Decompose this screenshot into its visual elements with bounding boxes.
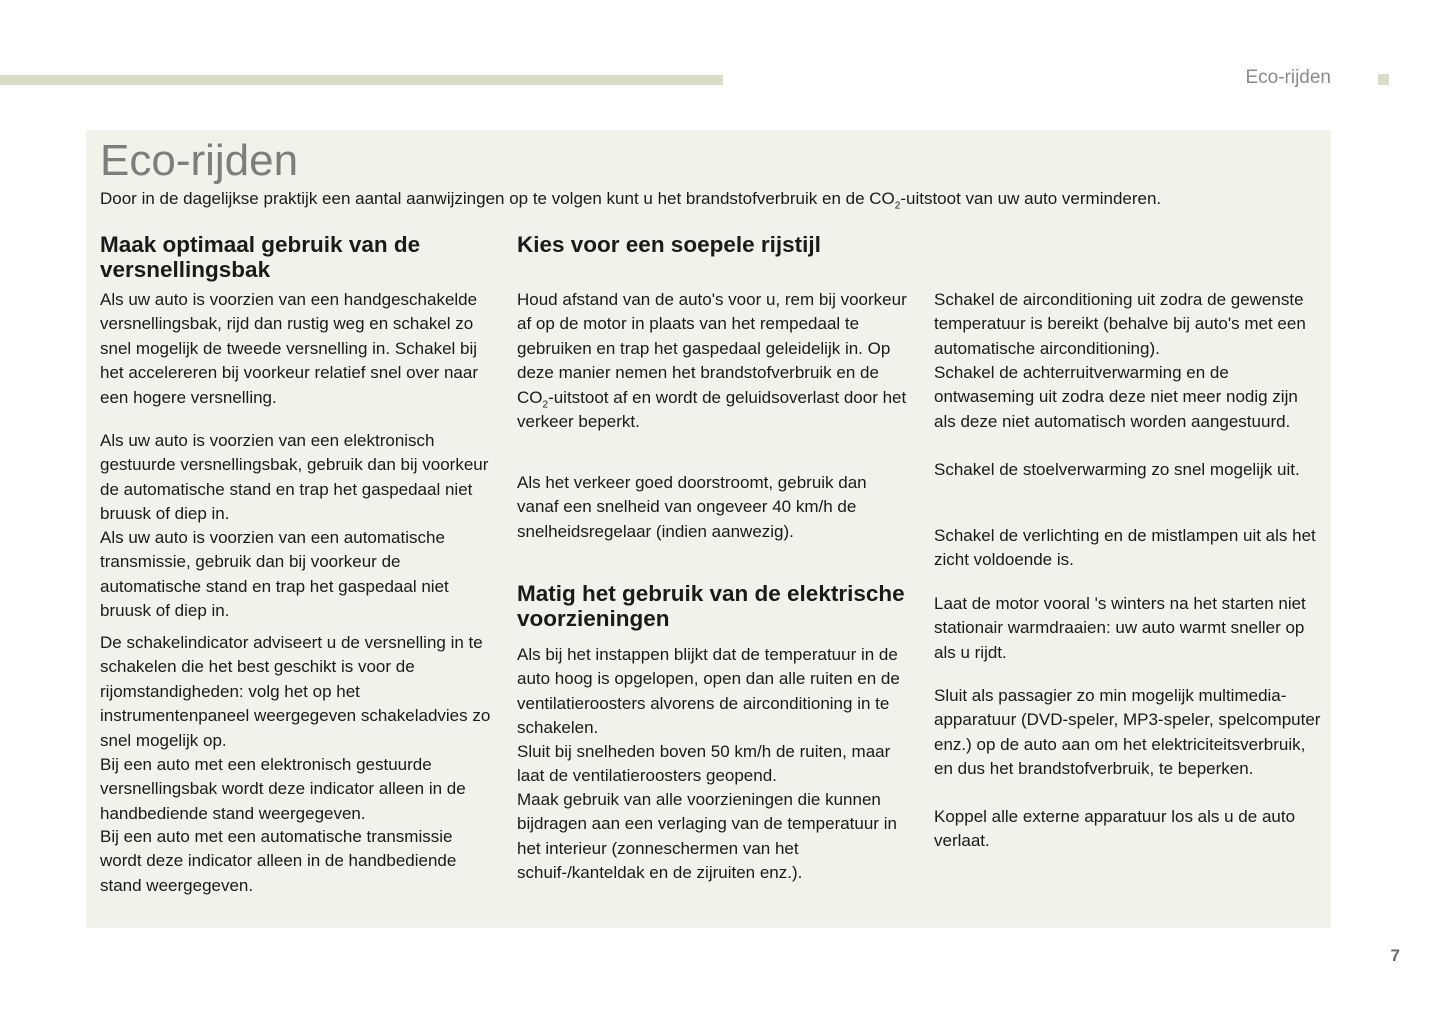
paragraph-sunshades: Maak gebruik van alle voorzieningen die kunnen bijdragen aan een verlaging van de temperatuur in het interieur (zonneschermen van het schuif-/kanteldak en de zijruiten enz.). <box>517 790 897 883</box>
page-number: 7 <box>1390 946 1400 965</box>
paragraph-cruise-control: Als het verkeer goed doorstroomt, gebruik dan vanaf een snelheid van ongeveer 40 km/h de snelheidsregelaar (indien aanwezig). <box>517 473 867 541</box>
paragraph-seat-heating: Schakel de stoelverwarming zo snel mogelijk uit. <box>934 460 1300 479</box>
paragraph-electronic-gearbox: Als uw auto is voorzien van een elektronisch gestuurde versnellingsbak, gebruik dan bij voorkeur de automatische stand en trap het gaspedaal niet bruusk of diep in. <box>100 431 489 524</box>
paragraph-distance-braking: Houd afstand van de auto's voor u, rem bij voorkeur af op de motor in plaats van het rempedaal te gebruiken en trap het gaspedaal geleidelijk in. Op deze manier nemen het brandstofverbruik en de $CO_2$-uitstoot af en wordt de geluidsoverlast door het verkeer beperkt. <box>517 290 907 432</box>
paragraph-warm-up: Laat de motor vooral 's winters na het starten niet stationair warmdraaien: uw auto warmt sneller op als u rijdt. <box>934 594 1306 662</box>
paragraph-shift-indicator: De schakelindicator adviseert u de versnelling in te schakelen die het best geschikt is voor de rijomstandigheden: volg het op het instrumentenpaneel weergegeven schakeladvies zo snel mogelijk op. <box>100 633 491 750</box>
paragraph-automatic-transmission: Als uw auto is voorzien van een automatische transmissie, gebruik dan bij voorkeur de automatische stand en trap het gaspedaal niet bruusk of diep in. <box>100 528 449 621</box>
paragraph-airco-off: Schakel de airconditioning uit zodra de gewenste temperatuur is bereikt (behalve bij auto's met een automatische airconditioning). <box>934 290 1306 358</box>
paragraph-open-windows: Als bij het instappen blijkt dat de temperatuur in de auto hoog is opgelopen, open dan alle ruiten en de ventilatieroosters alvorens de airconditioning in te schakelen. <box>517 645 900 738</box>
heading-electrical: Matig het gebruik van de elektrische voorzieningen <box>517 581 905 631</box>
paragraph-multimedia: Sluit als passagier zo min mogelijk multimedia-apparatuur (DVD-speler, MP3-speler, spelcomputer enz.) op de auto aan om het elektriciteitsverbruik, en dus het brandstofverbruik, te beperken. <box>934 686 1321 779</box>
section-marker <box>1378 74 1389 85</box>
header-rule <box>0 75 723 85</box>
paragraph-indicator-automatic: Bij een auto met een automatische transmissie wordt deze indicator alleen in de handbediende stand weergegeven. <box>100 827 457 895</box>
intro-text: Door in de dagelijkse praktijk een aantal aanwijzingen op te volgen kunt u het brandstofverbruik en de $CO_2$-uitstoot van uw auto verminderen. <box>100 189 1162 212</box>
paragraph-lights: Schakel de verlichting en de mistlampen uit als het zicht voldoende is. <box>934 526 1316 570</box>
paragraph-close-windows: Sluit bij snelheden boven 50 km/h de ruiten, maar laat de ventilatieroosters geopend. <box>517 742 891 786</box>
paragraph-manual-gearbox: Als uw auto is voorzien van een handgeschakelde versnellingsbak, rijd dan rustig weg en schakel zo snel mogelijk de tweede versnelling in. Schakel bij het accelereren bij voorkeur relatief snel over naar een hogere versnelling. <box>100 290 478 407</box>
heading-driving-style: Kies voor een soepele rijstijl <box>517 232 821 257</box>
paragraph-indicator-electronic: Bij een auto met een elektronisch gestuurde versnellingsbak wordt deze indicator alleen in de handbediende stand weergegeven. <box>100 755 466 823</box>
paragraph-rear-heating: Schakel de achterruitverwarming en de ontwaseming uit zodra deze niet meer nodig zijn als deze niet automatisch worden aangestuurd. <box>934 363 1298 431</box>
heading-gearbox: Maak optimaal gebruik van de versnellingsbak <box>100 232 421 282</box>
paragraph-disconnect: Koppel alle externe apparatuur los als u de auto verlaat. <box>934 807 1296 851</box>
page-title: Eco-rijden <box>100 136 299 185</box>
section-title: Eco-rijden <box>1245 67 1331 88</box>
